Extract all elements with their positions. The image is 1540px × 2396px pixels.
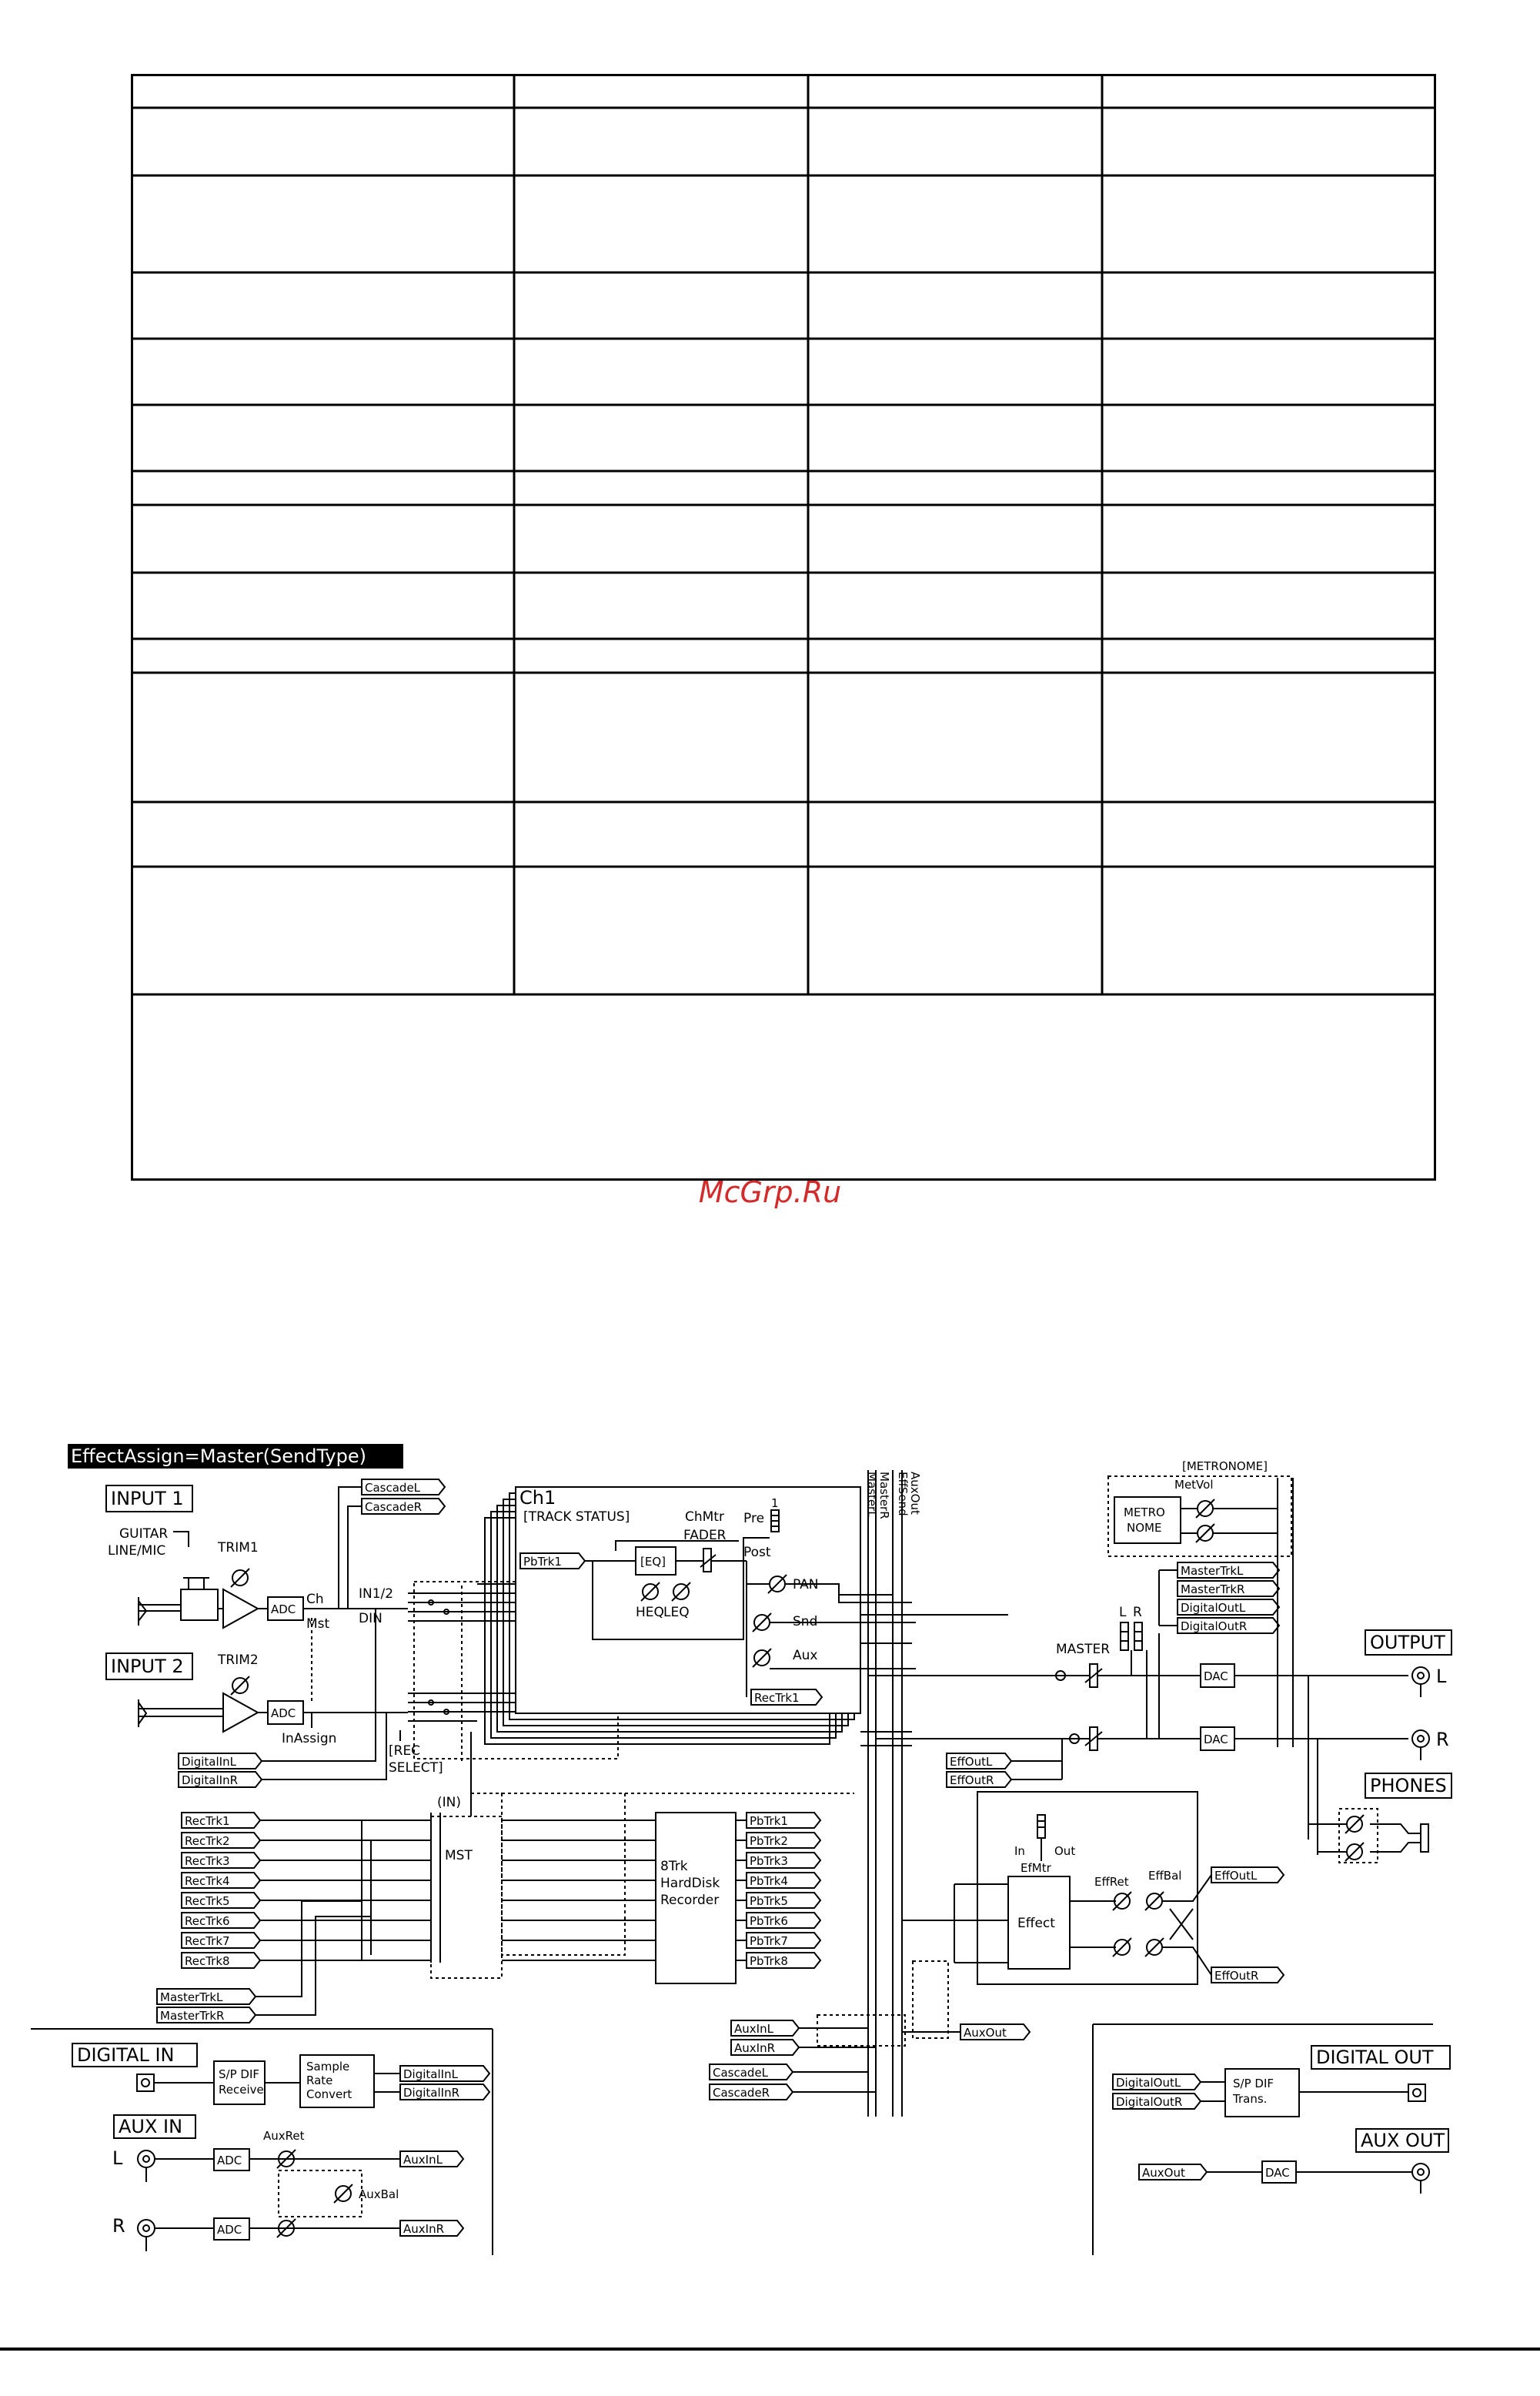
ch-label: Ch: [306, 1592, 324, 1607]
digital-in-l-tag: DigitalInL: [182, 1755, 236, 1769]
trim1-knob-icon: [231, 1569, 249, 1587]
pbtrk2-tag: PbTrk2: [750, 1834, 788, 1848]
digital-in-r-tag: DigitalInR: [182, 1773, 239, 1787]
effect-name: Effect: [1017, 1916, 1055, 1931]
rectrk7-tag: RecTrk7: [185, 1934, 230, 1948]
parameter-table: [131, 74, 1436, 1181]
ch-pbtrk1-tag: PbTrk1: [523, 1555, 562, 1569]
input2-preamp-icon: [223, 1693, 258, 1732]
effect-block: [977, 1792, 1198, 1984]
din-label: DIN: [359, 1611, 382, 1626]
rec-select-label-2: SELECT]: [389, 1760, 443, 1776]
effect-out-label: Out: [1054, 1844, 1076, 1858]
pbtrk6-tag: PbTrk6: [750, 1914, 788, 1928]
rec-select-label-1: [REC: [389, 1743, 421, 1759]
master-l-meter-icon: [1121, 1622, 1128, 1650]
eff-tag-outl: EffOutL: [950, 1755, 993, 1769]
snd-label: Snd: [793, 1614, 818, 1629]
master-trk-l-tag: MasterTrkL: [160, 1990, 223, 2004]
auxout-bus-tag: AuxOut: [964, 2026, 1007, 2040]
adc2-label: ADC: [271, 1706, 296, 1720]
digital-in-out-r: DigitalInR: [403, 2086, 460, 2100]
pan-label: PAN: [793, 1577, 819, 1592]
input2-jack-icon: [139, 1699, 223, 1727]
output-l-jack-icon: [1412, 1667, 1429, 1697]
aux-in-out-r: AuxInR: [403, 2222, 444, 2236]
master-r-meter-icon: [1134, 1622, 1142, 1650]
signal-flow-diagram: [0, 1424, 1540, 2309]
master-out-tag-1: MasterTrkL: [1181, 1564, 1244, 1578]
pb-track-wiring: [736, 1820, 747, 1960]
pbtrk4-tag: PbTrk4: [750, 1874, 788, 1888]
dac-r-label: DAC: [1204, 1733, 1228, 1746]
input1-jack-icon: [139, 1597, 181, 1626]
output-r-label: R: [1436, 1729, 1449, 1750]
digital-out-label: DIGITAL OUT: [1316, 2047, 1434, 2068]
ch1-title: Ch1: [519, 1487, 556, 1509]
recorder-feed-lines: [502, 1820, 656, 1960]
phones-r-knob-icon: [1345, 1843, 1364, 1861]
pbtrk3-tag: PbTrk3: [750, 1854, 788, 1868]
inassign-label: InAssign: [282, 1731, 337, 1746]
adc1-label: ADC: [271, 1602, 296, 1616]
spdif-trans-2: Trans.: [1233, 2092, 1268, 2106]
digital-out-tag-r: DigitalOutR: [1116, 2095, 1183, 2109]
trim2-knob-icon: [231, 1676, 249, 1695]
rectrk5-tag: RecTrk5: [185, 1894, 230, 1908]
src-3: Convert: [306, 2087, 352, 2101]
rectrk8-tag: RecTrk8: [185, 1954, 230, 1968]
in12-label: IN1/2: [359, 1586, 394, 1602]
trim2-label: TRIM2: [218, 1652, 259, 1668]
bus-master-r-label: MasterR: [877, 1472, 891, 1519]
pbtrk7-tag: PbTrk7: [750, 1934, 788, 1948]
bus-master-l-label: MasterL: [865, 1472, 879, 1518]
spdif-receive-1: S/P DIF: [219, 2067, 259, 2081]
eq-label: [EQ]: [640, 1555, 666, 1569]
rectrk3-tag: RecTrk3: [185, 1854, 230, 1868]
line-mic-label: LINE/MIC: [108, 1543, 166, 1559]
mst-rec-label: MST: [445, 1848, 473, 1863]
metronome-box-2: NOME: [1127, 1521, 1162, 1535]
src-2: Rate: [306, 2074, 333, 2087]
aux-in-l-label: L: [112, 2147, 123, 2169]
metvol-r-knob-icon: [1196, 1524, 1214, 1542]
input1-preamp-icon: [223, 1589, 258, 1628]
phones-label: PHONES: [1370, 1775, 1447, 1796]
recorder-line3: Recorder: [660, 1893, 720, 1908]
aux-out-jack-icon: [1412, 2164, 1429, 2194]
digital-in-jack-icon: [137, 2074, 154, 2091]
digital-out-jack-icon: [1408, 2084, 1425, 2101]
bus-lines: [868, 1470, 902, 2117]
effbal-label: EffBal: [1148, 1869, 1182, 1883]
in-paren-label: (IN): [437, 1795, 461, 1810]
phones-l-knob-icon: [1345, 1815, 1364, 1833]
bus-auxout-label: AuxOut: [908, 1472, 922, 1515]
aux-send-label: Aux: [793, 1648, 818, 1663]
footer-rule: [0, 2348, 1540, 2351]
rectrk6-tag: RecTrk6: [185, 1914, 230, 1928]
input1-label: INPUT 1: [111, 1488, 184, 1509]
effect-out-r-tag: EffOutR: [1214, 1969, 1259, 1983]
rec-track-wiring: [260, 1813, 440, 1963]
master-out-tag-2: MasterTrkR: [1181, 1582, 1245, 1596]
post-label: Post: [743, 1545, 771, 1560]
dac-l-label: DAC: [1204, 1669, 1228, 1683]
recorder-line2: HardDisk: [660, 1876, 720, 1891]
spdif-receive-2: Receive: [219, 2083, 264, 2097]
cascade-l-tag: CascadeL: [365, 1481, 421, 1495]
aux-adc-l: ADC: [217, 2154, 242, 2167]
output-r-jack-icon: [1412, 1730, 1429, 1760]
guitar-label: GUITAR: [119, 1526, 169, 1542]
src-1: Sample: [306, 2060, 350, 2074]
auxbal-knob-icon: [334, 2184, 352, 2203]
phones-jack-icon: [1370, 1824, 1428, 1852]
watermark: McGrp.Ru: [698, 1175, 842, 1209]
rectrk4-tag: RecTrk4: [185, 1874, 230, 1888]
efmtr-label: EfMtr: [1021, 1861, 1051, 1875]
master-l-label: L: [1119, 1605, 1127, 1620]
spdif-trans-1: S/P DIF: [1233, 2077, 1274, 2090]
aux-tag-cascader: CascadeR: [713, 2086, 770, 2100]
trim1-label: TRIM1: [218, 1540, 259, 1556]
digital-out-tag-l: DigitalOutL: [1116, 2076, 1181, 2090]
effect-out-l-tag: EffOutL: [1214, 1869, 1258, 1883]
track-status-label: [TRACK STATUS]: [523, 1509, 630, 1525]
aux-in-r-label: R: [112, 2215, 125, 2237]
effret-label: EffRet: [1094, 1875, 1129, 1889]
title-badge: EffectAssign=Master(SendType): [71, 1445, 366, 1467]
aux-out-dac: DAC: [1265, 2166, 1290, 2180]
digital-in-out-l: DigitalInL: [403, 2067, 458, 2081]
master-r-label: R: [1133, 1605, 1142, 1620]
output-l-label: L: [1436, 1666, 1447, 1687]
pbtrk8-tag: PbTrk8: [750, 1954, 788, 1968]
chmtr-label: ChMtr: [685, 1509, 724, 1525]
effbal-r-knob-icon: [1145, 1938, 1164, 1957]
metvol-label: MetVol: [1174, 1478, 1214, 1492]
aux-tag-cascadel: CascadeL: [713, 2066, 769, 2080]
aux-in-l-jack-icon: [138, 2150, 155, 2182]
digital-in-label: DIGITAL IN: [77, 2044, 175, 2066]
aux-in-label: AUX IN: [119, 2116, 183, 2137]
cascade-r-tag: CascadeR: [365, 1500, 423, 1514]
input2-label: INPUT 2: [111, 1656, 184, 1677]
effbal-l-knob-icon: [1145, 1892, 1164, 1910]
auxbal-label: AuxBal: [359, 2187, 399, 2201]
meter-one-label: 1: [771, 1496, 779, 1510]
rectrk2-tag: RecTrk2: [185, 1834, 230, 1848]
master-out-tag-3: DigitalOutL: [1181, 1601, 1246, 1615]
rectrk1-tag: RecTrk1: [185, 1814, 230, 1828]
aux-out-tag: AuxOut: [1142, 2166, 1185, 2180]
master-out-tag-4: DigitalOutR: [1181, 1619, 1248, 1633]
eff-tag-outr: EffOutR: [950, 1773, 994, 1787]
metvol-l-knob-icon: [1196, 1499, 1214, 1518]
heq-label: HEQ: [636, 1605, 664, 1620]
pbtrk5-tag: PbTrk5: [750, 1894, 788, 1908]
recorder-line1: 8Trk: [660, 1859, 688, 1874]
metronome-box-1: METRO: [1124, 1505, 1165, 1519]
effect-meter-icon: [1037, 1815, 1045, 1838]
input-selector-switches: [408, 1593, 477, 1721]
output-label: OUTPUT: [1370, 1632, 1445, 1653]
bus-effsend-label: EffSend: [896, 1472, 910, 1516]
aux-tag-auxinl: AuxInL: [734, 2022, 773, 2036]
aux-in-r-jack-icon: [138, 2220, 155, 2251]
effect-in-label: In: [1014, 1844, 1025, 1858]
ch-rectrk1-tag: RecTrk1: [754, 1691, 800, 1705]
master-label: MASTER: [1056, 1642, 1111, 1657]
aux-adc-r: ADC: [217, 2223, 242, 2237]
metronome-title: [METRONOME]: [1182, 1459, 1268, 1473]
auxret-label: AuxRet: [263, 2129, 305, 2143]
fader-label: FADER: [683, 1528, 727, 1543]
aux-in-out-l: AuxInL: [403, 2153, 443, 2167]
master-trk-r-tag: MasterTrkR: [160, 2009, 225, 2023]
mst-label: Mst: [306, 1616, 330, 1632]
pre-label: Pre: [743, 1511, 765, 1526]
leq-label: LEQ: [663, 1605, 690, 1620]
aux-out-label: AUX OUT: [1361, 2130, 1445, 2151]
aux-tag-auxinr: AuxInR: [734, 2041, 775, 2055]
pbtrk1-tag: PbTrk1: [750, 1814, 788, 1828]
